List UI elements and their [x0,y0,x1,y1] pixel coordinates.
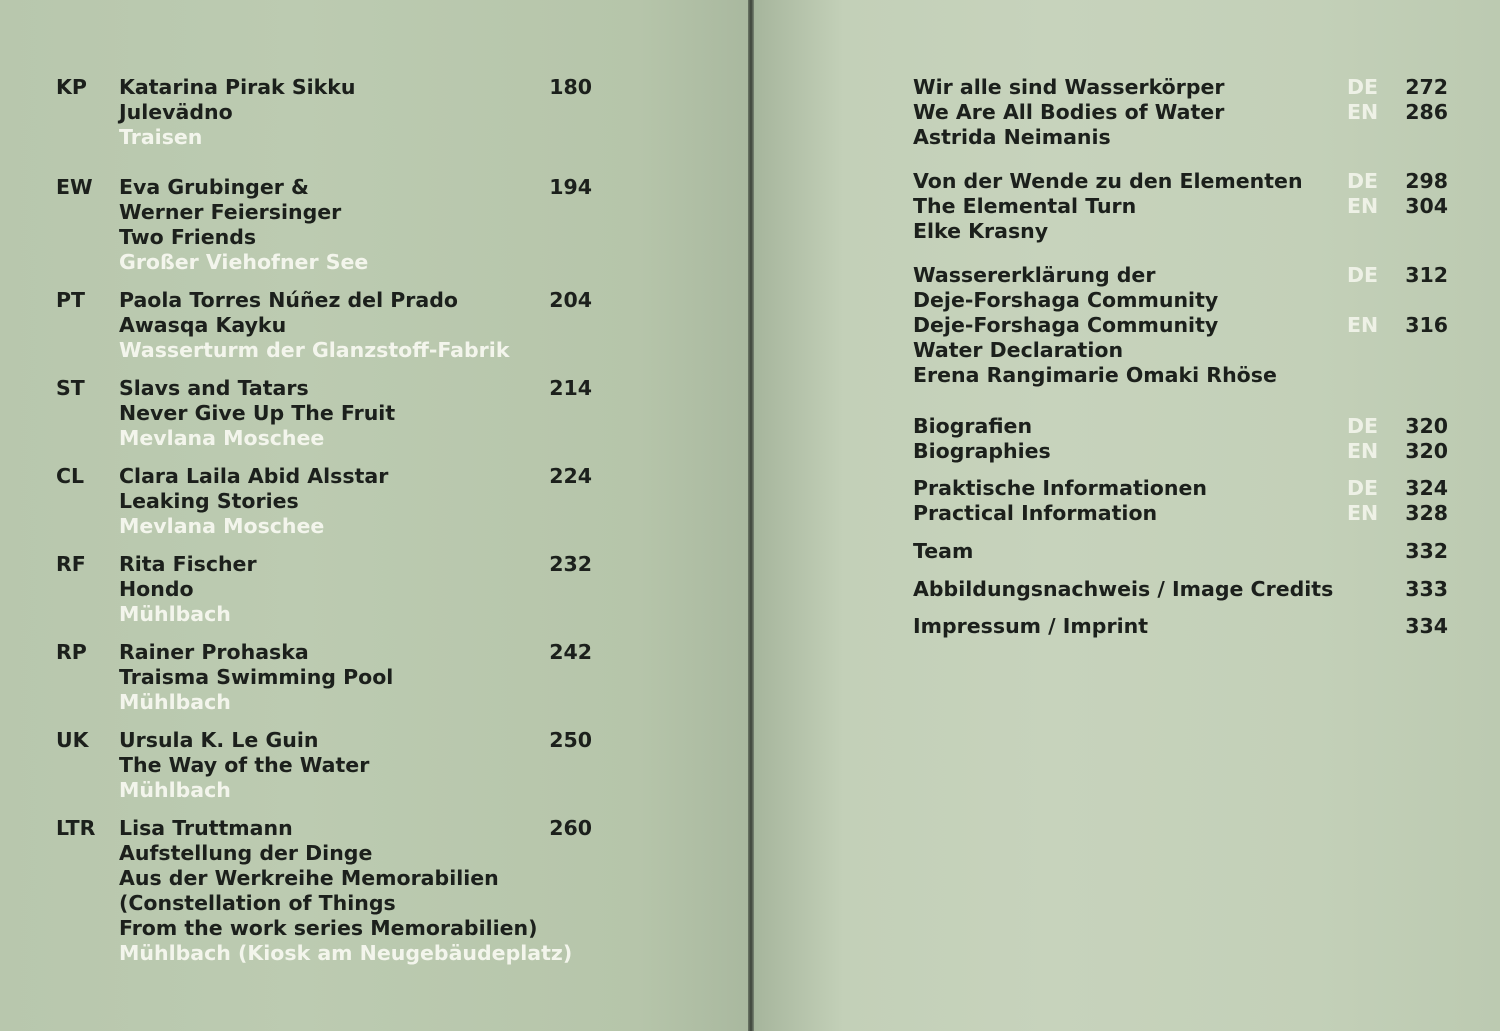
language-tag: DE [1347,169,1379,193]
entry-artist: Ursula K. Le Guin [119,728,319,752]
entry-page-number: 312 [1405,263,1448,287]
language-tag: DE [1347,414,1379,438]
entry-author: Elke Krasny [913,219,1049,243]
entry-page-number: 180 [549,75,592,99]
entry-work: From the work series Memorabilien) [119,916,538,940]
entry-code: PT [56,288,86,312]
entry-page-number: 214 [549,376,592,400]
entry-page-number: 316 [1405,313,1448,337]
entry-page-number: 320 [1405,414,1448,438]
entry-code: ST [56,376,85,400]
entry-artist: Paola Torres Núñez del Prado [119,288,458,312]
entry-title-en: We Are All Bodies of Water [913,100,1225,124]
entry-code: UK [56,728,89,752]
entry-title-de: Wir alle sind Wasserkörper [913,75,1225,99]
entry-page-number: 260 [549,816,592,840]
entry-page-number: 286 [1405,100,1448,124]
entry-page-number: 304 [1405,194,1448,218]
entry-location: Wasserturm der Glanzstoff-Fabrik [119,338,510,362]
entry-work: Never Give Up The Fruit [119,401,396,425]
entry-work: Two Friends [119,225,257,249]
entry-title-de: Deje-Forshaga Community [913,288,1219,312]
entry-artist: Rita Fischer [119,552,257,576]
entry-location: Großer Viehofner See [119,250,369,274]
entry-title-de: Wassererklärung der [913,263,1156,287]
language-tag: DE [1347,75,1379,99]
entry-work: The Way of the Water [119,753,370,777]
entry-page-number: 232 [549,552,592,576]
entry-code: RF [56,552,86,576]
entry-page-number: 250 [549,728,592,752]
entry-location: Mühlbach (Kiosk am Neugebäudeplatz) [119,941,573,965]
entry-work: Aufstellung der Dinge [119,841,373,865]
entry-title: Impressum / Imprint [913,614,1148,638]
entry-page-number: 272 [1405,75,1448,99]
language-tag: EN [1347,313,1379,337]
entry-author: Astrida Neimanis [913,125,1111,149]
entry-code: EW [56,175,93,199]
entry-code: KP [56,75,87,99]
entry-artist: Clara Laila Abid Alsstar [119,464,389,488]
entry-page-number: 320 [1405,439,1448,463]
entry-page-number: 224 [549,464,592,488]
entry-page-number: 333 [1405,577,1448,601]
entry-location: Mevlana Moschee [119,426,325,450]
entry-title-de: Praktische Informationen [913,476,1207,500]
entry-page-number: 298 [1405,169,1448,193]
entry-code: RP [56,640,87,664]
entry-page-number: 204 [549,288,592,312]
entry-title-de: Von der Wende zu den Elementen [913,169,1303,193]
entry-title: Abbildungsnachweis / Image Credits [913,577,1334,601]
entry-location: Mühlbach [119,778,231,802]
entry-artist: Eva Grubinger & [119,175,309,199]
language-tag: EN [1347,194,1379,218]
entry-artist: Werner Feiersinger [119,200,342,224]
entry-work: Aus der Werkreihe Memorabilien [119,866,499,890]
entry-page-number: 242 [549,640,592,664]
language-tag: DE [1347,263,1379,287]
entry-title-en: Practical Information [913,501,1158,525]
entry-code: CL [56,464,85,488]
entry-page-number: 194 [549,175,592,199]
entry-location: Traisen [119,125,203,149]
entry-artist: Lisa Truttmann [119,816,293,840]
entry-title-en: Water Declaration [913,338,1124,362]
language-tag: EN [1347,100,1379,124]
entry-work: Hondo [119,577,194,601]
entry-page-number: 324 [1405,476,1448,500]
entry-location: Mühlbach [119,690,231,714]
entry-work: (Constellation of Things [119,891,396,915]
entry-page-number: 328 [1405,501,1448,525]
entry-artist: Rainer Prohaska [119,640,309,664]
entry-title: Team [913,539,974,563]
language-tag: EN [1347,439,1379,463]
entry-title-en: Deje-Forshaga Community [913,313,1219,337]
entry-page-number: 334 [1405,614,1448,638]
entry-artist: Katarina Pirak Sikku [119,75,356,99]
entry-work: Julevädno [119,100,233,124]
entry-code: LTR [56,816,96,840]
book-gutter [748,0,754,1031]
entry-location: Mühlbach [119,602,231,626]
entry-page-number: 332 [1405,539,1448,563]
entry-title-de: Biografien [913,414,1033,438]
entry-title-en: The Elemental Turn [913,194,1137,218]
entry-work: Leaking Stories [119,489,299,513]
entry-work: Traisma Swimming Pool [119,665,394,689]
entry-artist: Slavs and Tatars [119,376,309,400]
entry-work: Awasqa Kayku [119,313,287,337]
entry-location: Mevlana Moschee [119,514,325,538]
entry-title-en: Biographies [913,439,1051,463]
language-tag: DE [1347,476,1379,500]
language-tag: EN [1347,501,1379,525]
entry-author: Erena Rangimarie Omaki Rhöse [913,363,1277,387]
